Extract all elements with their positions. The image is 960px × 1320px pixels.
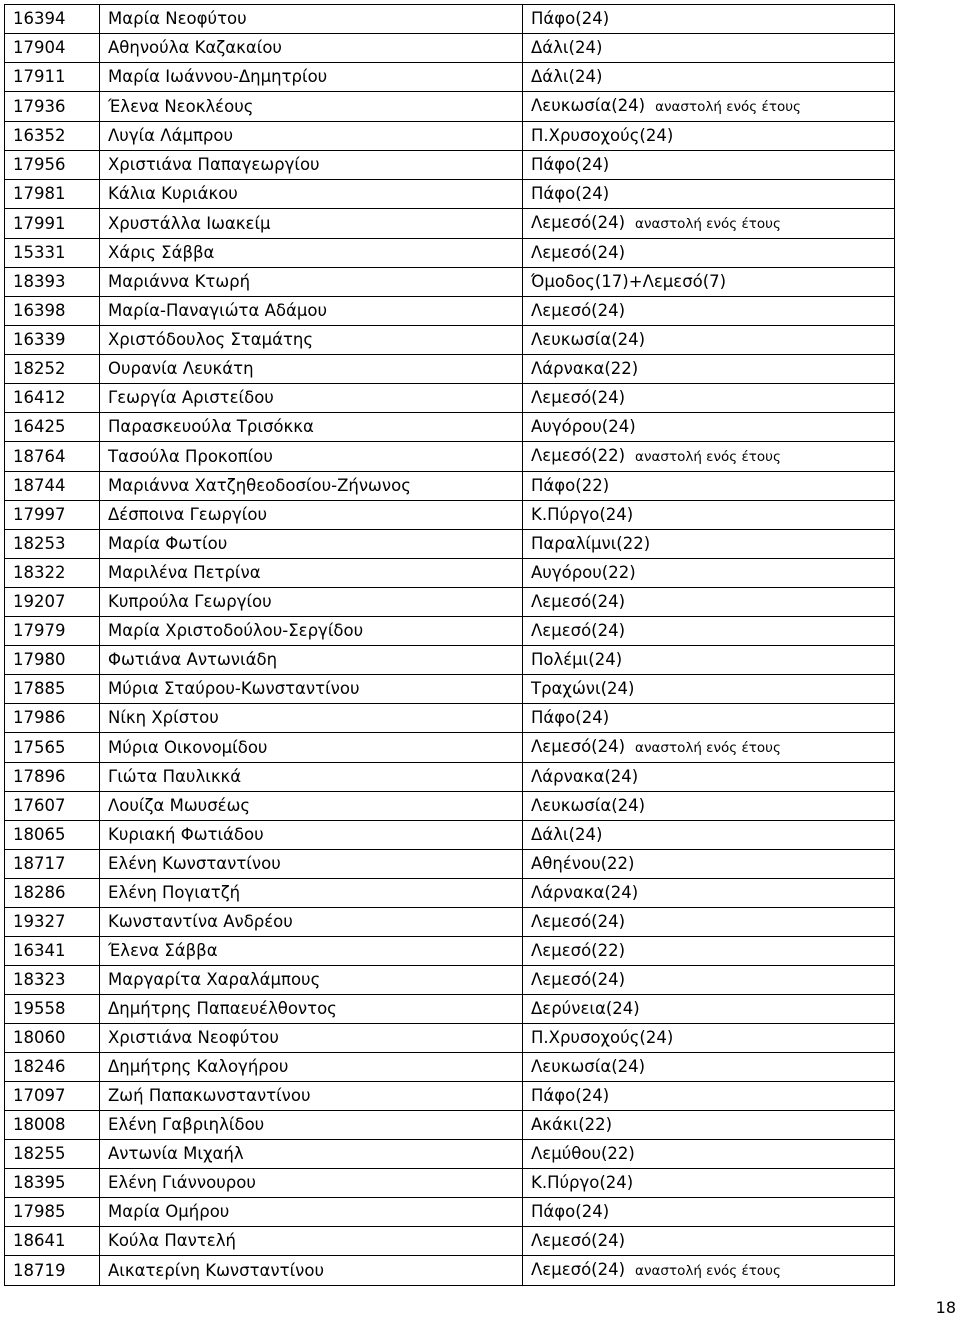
- full-name-cell: Μαρία Φωτίου: [100, 530, 523, 559]
- placement-cell: [523, 442, 895, 472]
- placement-text: Λευκωσία(24): [531, 330, 646, 349]
- full-name-cell: Δημήτρης Παπαευέλθοντος: [100, 995, 523, 1024]
- registration-id-cell: 17911: [5, 63, 100, 92]
- placement-cell: [523, 530, 895, 559]
- table-row: [5, 763, 895, 792]
- registration-id-cell: 18322: [5, 559, 100, 588]
- placement-cell: [523, 792, 895, 821]
- registration-id-cell: 17607: [5, 792, 100, 821]
- page-number: 18: [935, 1298, 956, 1317]
- full-name-cell: Κούλα Παντελή: [100, 1227, 523, 1256]
- full-name-cell: Ελένη Κωνσταντίνου: [100, 850, 523, 879]
- table-row: [5, 1140, 895, 1169]
- placement-cell: [523, 1140, 895, 1169]
- placement-text: Δερύνεια(24): [531, 999, 640, 1018]
- table-row: [5, 326, 895, 355]
- placement-cell: [523, 733, 895, 763]
- placement-cell: [523, 180, 895, 209]
- full-name-cell: Τασούλα Προκοπίου: [100, 442, 523, 472]
- table-row: [5, 733, 895, 763]
- full-name-cell: Γιώτα Παυλικκά: [100, 763, 523, 792]
- table-row: [5, 1256, 895, 1286]
- registration-id-cell: 18744: [5, 472, 100, 501]
- registration-id-cell: 17885: [5, 675, 100, 704]
- full-name-cell: Μαρία Χριστοδούλου-Σεργίδου: [100, 617, 523, 646]
- full-name-cell: Δέσποινα Γεωργίου: [100, 501, 523, 530]
- placement-text: Λεμεσό(24): [531, 301, 626, 320]
- registration-id-cell: 17986: [5, 704, 100, 733]
- suspension-note: αναστολή ενός έτους: [635, 740, 781, 756]
- placement-cell: [523, 122, 895, 151]
- table-row: [5, 442, 895, 472]
- registration-id-cell: 16412: [5, 384, 100, 413]
- placement-cell: [523, 850, 895, 879]
- table-row: [5, 1111, 895, 1140]
- table-row: [5, 559, 895, 588]
- placement-text: Λευκωσία(24): [531, 796, 646, 815]
- placement-text: Λευκωσία(24): [531, 96, 646, 115]
- placement-text: Λεμύθου(22): [531, 1144, 635, 1163]
- placement-cell: [523, 1111, 895, 1140]
- full-name-cell: Έλενα Σάββα: [100, 937, 523, 966]
- placement-text: Πολέμι(24): [531, 650, 623, 669]
- table-row: [5, 1198, 895, 1227]
- placement-text: Πάφο(24): [531, 708, 610, 727]
- full-name-cell: Μαρία Ομήρου: [100, 1198, 523, 1227]
- placement-text: Τραχώνι(24): [531, 679, 635, 698]
- table-row: [5, 1053, 895, 1082]
- suspension-note: αναστολή ενός έτους: [635, 216, 781, 232]
- placement-cell: [523, 63, 895, 92]
- full-name-cell: Ουρανία Λευκάτη: [100, 355, 523, 384]
- placement-text: Πάφο(24): [531, 1086, 610, 1105]
- placement-text: Λεμεσό(22): [531, 941, 626, 960]
- full-name-cell: Ελένη Γιάννουρου: [100, 1169, 523, 1198]
- placement-cell: [523, 1169, 895, 1198]
- placement-cell: [523, 763, 895, 792]
- table-row: [5, 501, 895, 530]
- placement-text: Λεμεσό(24): [531, 970, 626, 989]
- placement-text: Λεμεσό(24): [531, 213, 626, 232]
- placement-cell: [523, 821, 895, 850]
- placement-cell: [523, 268, 895, 297]
- table-row: [5, 1227, 895, 1256]
- placement-text: Λεμεσό(24): [531, 243, 626, 262]
- placement-text: Λεμεσό(24): [531, 592, 626, 611]
- registration-id-cell: 16352: [5, 122, 100, 151]
- table-row: [5, 821, 895, 850]
- placement-cell: [523, 5, 895, 34]
- full-name-cell: Μαρία-Παναγιώτα Αδάμου: [100, 297, 523, 326]
- placement-text: Πάφο(24): [531, 9, 610, 28]
- registration-id-cell: 16339: [5, 326, 100, 355]
- table-row: [5, 995, 895, 1024]
- full-name-cell: Έλενα Νεοκλέους: [100, 92, 523, 122]
- placement-cell: [523, 239, 895, 268]
- placement-text: Λεμεσό(24): [531, 1231, 626, 1250]
- placement-cell: [523, 879, 895, 908]
- table-row: [5, 617, 895, 646]
- registration-id-cell: 18323: [5, 966, 100, 995]
- table-row: [5, 646, 895, 675]
- registration-id-cell: 18008: [5, 1111, 100, 1140]
- registration-id-cell: 18641: [5, 1227, 100, 1256]
- placement-cell: [523, 704, 895, 733]
- full-name-cell: Αθηνούλα Καζακαίου: [100, 34, 523, 63]
- placement-text: Δάλι(24): [531, 825, 603, 844]
- registration-id-cell: 18286: [5, 879, 100, 908]
- table-row: [5, 34, 895, 63]
- placement-cell: [523, 1082, 895, 1111]
- placement-text: Λεμεσό(24): [531, 912, 626, 931]
- full-name-cell: Χριστιάνα Παπαγεωργίου: [100, 151, 523, 180]
- placement-cell: [523, 1053, 895, 1082]
- table-row: [5, 209, 895, 239]
- placement-cell: [523, 384, 895, 413]
- registration-id-cell: 16398: [5, 297, 100, 326]
- table-row: [5, 355, 895, 384]
- table-row: [5, 413, 895, 442]
- table-row: [5, 297, 895, 326]
- full-name-cell: Χάρις Σάββα: [100, 239, 523, 268]
- registration-id-cell: 19327: [5, 908, 100, 937]
- placement-text: Ακάκι(22): [531, 1115, 613, 1134]
- placement-text: Λεμεσό(24): [531, 621, 626, 640]
- placement-cell: [523, 413, 895, 442]
- placement-text: Π.Χρυσοχούς(24): [531, 126, 674, 145]
- placement-cell: [523, 1227, 895, 1256]
- full-name-cell: Αικατερίνη Κωνσταντίνου: [100, 1256, 523, 1286]
- placement-text: Λεμεσό(24): [531, 737, 626, 756]
- placement-text: Δάλι(24): [531, 38, 603, 57]
- placement-text: Λάρνακα(22): [531, 359, 639, 378]
- table-row: [5, 151, 895, 180]
- full-name-cell: Δημήτρης Καλογήρου: [100, 1053, 523, 1082]
- placement-text: Αυγόρου(22): [531, 563, 636, 582]
- full-name-cell: Ελένη Πογιατζή: [100, 879, 523, 908]
- table-row: [5, 122, 895, 151]
- full-name-cell: Μύρια Σταύρου-Κωνσταντίνου: [100, 675, 523, 704]
- table-row: [5, 268, 895, 297]
- full-name-cell: Φωτιάνα Αντωνιάδη: [100, 646, 523, 675]
- placement-cell: [523, 646, 895, 675]
- full-name-cell: Μαρία Νεοφύτου: [100, 5, 523, 34]
- placement-text: Όμοδος(17)+Λεμεσό(7): [531, 272, 727, 291]
- table-row: [5, 92, 895, 122]
- registration-id-cell: 17896: [5, 763, 100, 792]
- full-name-cell: Παρασκευούλα Τρισόκκα: [100, 413, 523, 442]
- placement-cell: [523, 501, 895, 530]
- registration-id-cell: 17936: [5, 92, 100, 122]
- placement-text: Λεμεσό(24): [531, 388, 626, 407]
- placement-cell: [523, 34, 895, 63]
- registration-id-cell: 18395: [5, 1169, 100, 1198]
- table-row: [5, 675, 895, 704]
- roster-body: [5, 5, 895, 1286]
- full-name-cell: Μαρία Ιωάννου-Δημητρίου: [100, 63, 523, 92]
- full-name-cell: Ζωή Παπακωνσταντίνου: [100, 1082, 523, 1111]
- table-row: [5, 180, 895, 209]
- registration-id-cell: 18252: [5, 355, 100, 384]
- registration-id-cell: 18255: [5, 1140, 100, 1169]
- full-name-cell: Κωνσταντίνα Ανδρέου: [100, 908, 523, 937]
- placement-cell: [523, 559, 895, 588]
- placement-cell: [523, 472, 895, 501]
- placement-cell: [523, 1198, 895, 1227]
- placement-cell: [523, 995, 895, 1024]
- placement-text: Π.Χρυσοχούς(24): [531, 1028, 674, 1047]
- placement-cell: [523, 326, 895, 355]
- full-name-cell: Μαριλένα Πετρίνα: [100, 559, 523, 588]
- registration-id-cell: 19207: [5, 588, 100, 617]
- placement-cell: [523, 209, 895, 239]
- suspension-note: αναστολή ενός έτους: [635, 449, 781, 465]
- placement-cell: [523, 1256, 895, 1286]
- full-name-cell: Μαριάννα Χατζηθεοδοσίου-Ζήνωνος: [100, 472, 523, 501]
- table-row: [5, 1082, 895, 1111]
- registration-id-cell: 16425: [5, 413, 100, 442]
- registration-id-cell: 18065: [5, 821, 100, 850]
- placement-cell: [523, 617, 895, 646]
- registration-id-cell: 17981: [5, 180, 100, 209]
- full-name-cell: Μύρια Οικονομίδου: [100, 733, 523, 763]
- placement-text: Λεμεσό(24): [531, 1260, 626, 1279]
- placement-text: Κ.Πύργο(24): [531, 1173, 634, 1192]
- table-row: [5, 530, 895, 559]
- registration-id-cell: 17980: [5, 646, 100, 675]
- table-row: [5, 966, 895, 995]
- registration-id-cell: 17991: [5, 209, 100, 239]
- placement-text: Πάφο(24): [531, 1202, 610, 1221]
- placement-cell: [523, 151, 895, 180]
- table-row: [5, 908, 895, 937]
- placement-cell: [523, 675, 895, 704]
- table-row: [5, 588, 895, 617]
- placement-text: Λάρνακα(24): [531, 767, 639, 786]
- registration-id-cell: 18060: [5, 1024, 100, 1053]
- registration-id-cell: 17985: [5, 1198, 100, 1227]
- placement-cell: [523, 355, 895, 384]
- registration-id-cell: 17997: [5, 501, 100, 530]
- full-name-cell: Λουίζα Μωυσέως: [100, 792, 523, 821]
- registration-id-cell: 18717: [5, 850, 100, 879]
- full-name-cell: Ελένη Γαβριηλίδου: [100, 1111, 523, 1140]
- roster-table: [4, 4, 895, 1286]
- table-row: [5, 5, 895, 34]
- suspension-note: αναστολή ενός έτους: [655, 99, 801, 115]
- registration-id-cell: 19558: [5, 995, 100, 1024]
- full-name-cell: Αντωνία Μιχαήλ: [100, 1140, 523, 1169]
- table-row: [5, 239, 895, 268]
- registration-id-cell: 18764: [5, 442, 100, 472]
- placement-cell: [523, 588, 895, 617]
- placement-cell: [523, 297, 895, 326]
- registration-id-cell: 18719: [5, 1256, 100, 1286]
- placement-text: Λάρνακα(24): [531, 883, 639, 902]
- placement-text: Λεμεσό(22): [531, 446, 626, 465]
- placement-text: Δάλι(24): [531, 67, 603, 86]
- full-name-cell: Κυπρούλα Γεωργίου: [100, 588, 523, 617]
- full-name-cell: Μαριάννα Κτωρή: [100, 268, 523, 297]
- placement-text: Λευκωσία(24): [531, 1057, 646, 1076]
- placement-text: Κ.Πύργο(24): [531, 505, 634, 524]
- placement-cell: [523, 937, 895, 966]
- placement-cell: [523, 966, 895, 995]
- full-name-cell: Κυριακή Φωτιάδου: [100, 821, 523, 850]
- registration-id-cell: 17979: [5, 617, 100, 646]
- placement-text: Αυγόρου(24): [531, 417, 636, 436]
- placement-text: Αθηένου(22): [531, 854, 635, 873]
- registration-id-cell: 16341: [5, 937, 100, 966]
- registration-id-cell: 18393: [5, 268, 100, 297]
- registration-id-cell: 18253: [5, 530, 100, 559]
- full-name-cell: Χριστόδουλος Σταμάτης: [100, 326, 523, 355]
- table-row: [5, 792, 895, 821]
- registration-id-cell: 17956: [5, 151, 100, 180]
- full-name-cell: Λυγία Λάμπρου: [100, 122, 523, 151]
- table-row: [5, 1024, 895, 1053]
- table-row: [5, 879, 895, 908]
- full-name-cell: Μαργαρίτα Χαραλάμπους: [100, 966, 523, 995]
- registration-id-cell: 18246: [5, 1053, 100, 1082]
- placement-cell: [523, 908, 895, 937]
- placement-text: Πάφο(24): [531, 184, 610, 203]
- placement-text: Παραλίμνι(22): [531, 534, 651, 553]
- registration-id-cell: 17565: [5, 733, 100, 763]
- placement-cell: [523, 92, 895, 122]
- full-name-cell: Κάλια Κυριάκου: [100, 180, 523, 209]
- table-row: [5, 937, 895, 966]
- full-name-cell: Χριστιάνα Νεοφύτου: [100, 1024, 523, 1053]
- table-row: [5, 384, 895, 413]
- table-row: [5, 1169, 895, 1198]
- full-name-cell: Νίκη Χρίστου: [100, 704, 523, 733]
- placement-text: Πάφο(24): [531, 155, 610, 174]
- registration-id-cell: 15331: [5, 239, 100, 268]
- registration-id-cell: 17097: [5, 1082, 100, 1111]
- suspension-note: αναστολή ενός έτους: [635, 1263, 781, 1279]
- placement-cell: [523, 1024, 895, 1053]
- full-name-cell: Χρυστάλλα Ιωακείμ: [100, 209, 523, 239]
- table-row: [5, 472, 895, 501]
- table-row: [5, 704, 895, 733]
- registration-id-cell: 16394: [5, 5, 100, 34]
- registration-id-cell: 17904: [5, 34, 100, 63]
- placement-text: Πάφο(22): [531, 476, 610, 495]
- table-row: [5, 63, 895, 92]
- full-name-cell: Γεωργία Αριστείδου: [100, 384, 523, 413]
- table-row: [5, 850, 895, 879]
